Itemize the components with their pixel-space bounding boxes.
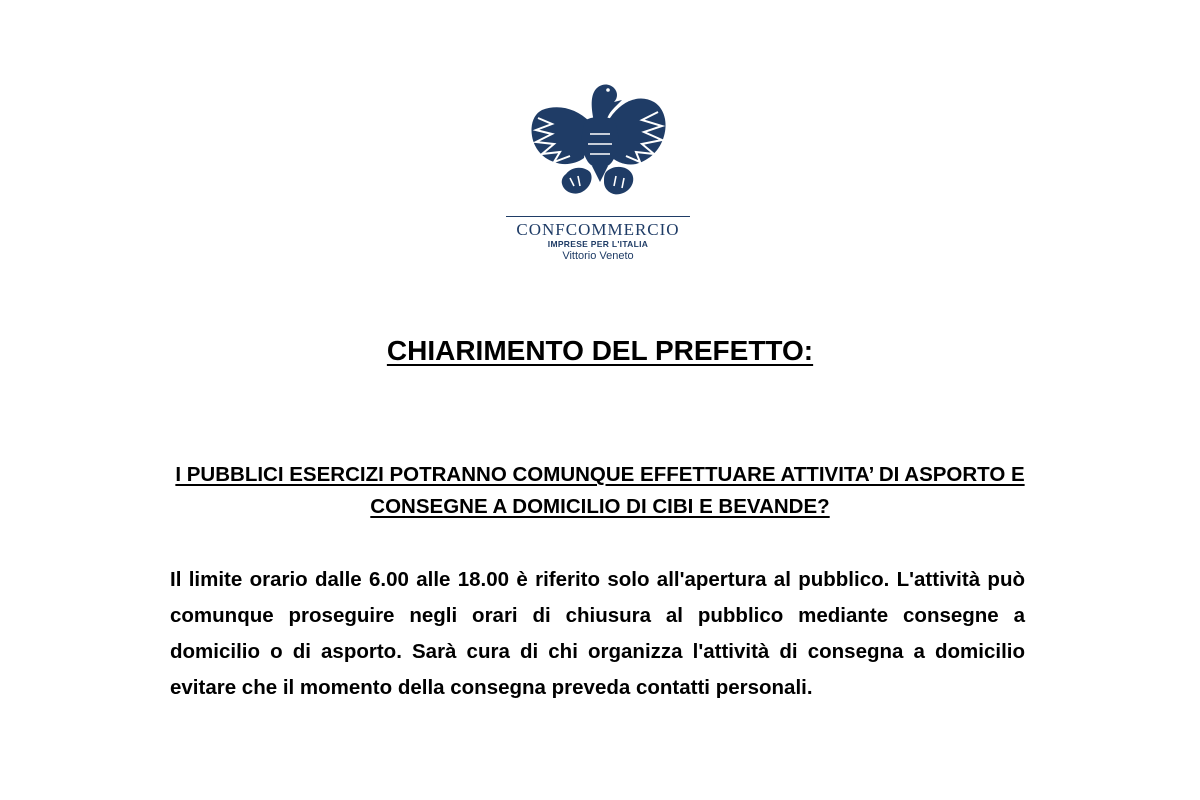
logo-divider — [506, 216, 690, 217]
page-title-text: CHIARIMENTO DEL PREFETTO: — [386, 335, 814, 366]
confcommercio-logo — [500, 78, 696, 264]
question-heading — [150, 459, 1050, 523]
logo-tagline: IMPRESE PER L'ITALIA — [547, 239, 649, 249]
page-title — [0, 331, 1200, 371]
logo-brand-name: CONFCOMMERCIO — [516, 220, 680, 239]
answer-paragraph: Il limite orario dalle 6.00 alle 18.00 è riferito solo all'apertura al pubblico. L'attività può comunque proseguire negli orari di chiusura al pubblico mediante consegne a domicilio o di asporto. Sarà cura di chi organizza l'attività di consegna a domicilio evitare che il momento della consegna preveda contatti personali. — [170, 568, 1025, 699]
logo-city: Vittorio Veneto — [562, 250, 634, 262]
eagle-emblem-icon — [528, 78, 668, 206]
question-text: I PUBBLICI ESERCIZI POTRANNO COMUNQUE EFFETTUARE ATTIVITA’ DI ASPORTO E CONSEGNE A DOMICILIO DI CIBI E BEVANDE? — [175, 463, 1025, 518]
